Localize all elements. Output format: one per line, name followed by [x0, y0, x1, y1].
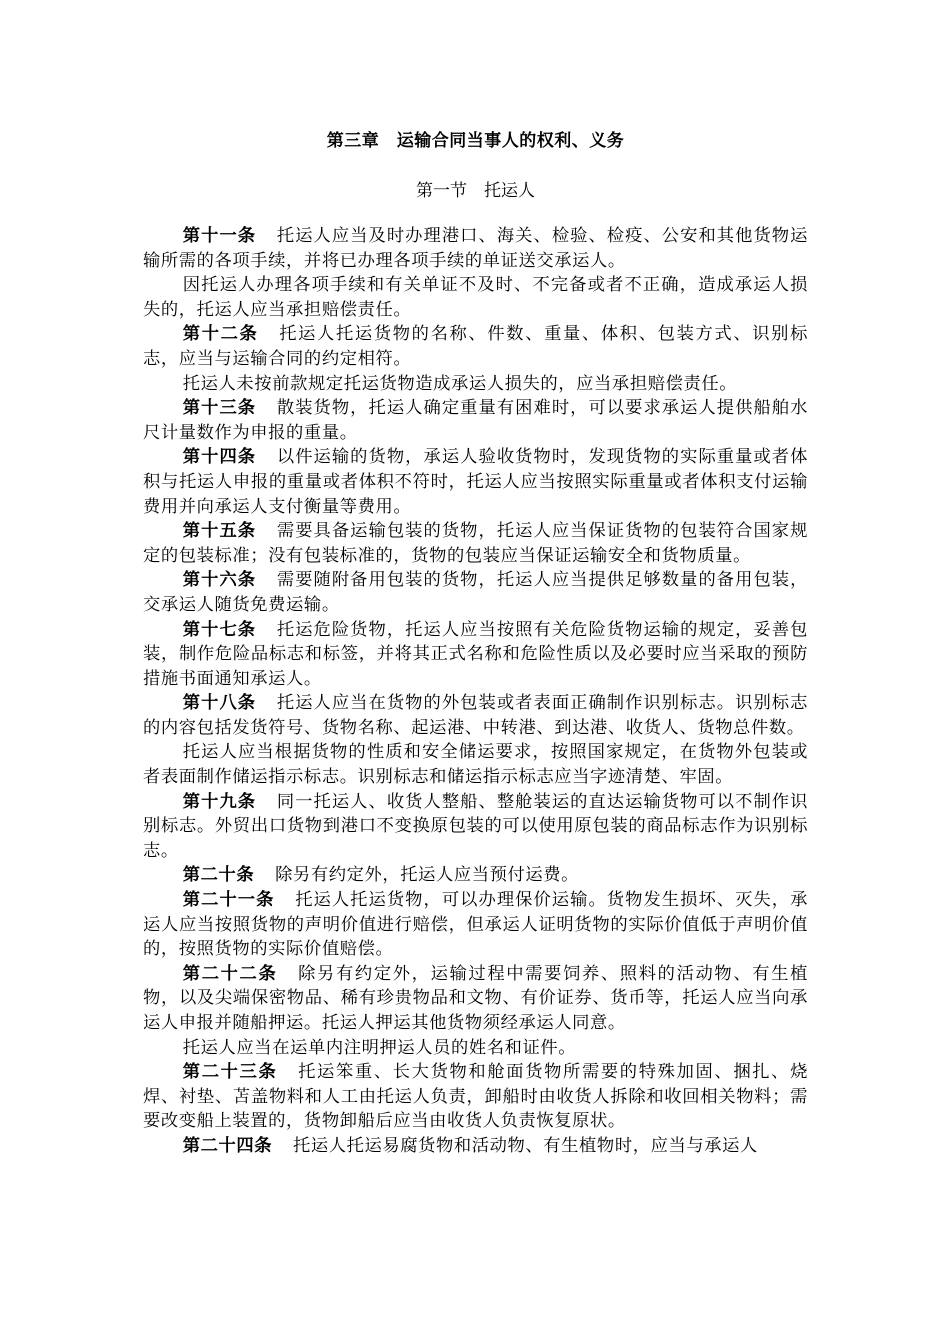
article-text: 同一托运人、收货人整船、整舱装运的直达运输货物可以不制作识别标志。外贸出口货物到港口不变换原包装的可以使用原包装的商品标志作为识别标志。 — [143, 791, 808, 861]
article-number: 第二十条 — [182, 865, 255, 886]
article-number: 第十九条 — [182, 791, 257, 812]
article-number: 第十六条 — [182, 570, 257, 591]
article-text: 托运人应当在货物的外包装或者表面正确制作识别标志。识别标志的内容包括发货符号、货物名称、起运港、中转港、到达港、收货人、货物总件数。 — [143, 693, 808, 738]
article-number: 第二十一条 — [182, 890, 275, 911]
article-paragraph — [143, 618, 808, 692]
article-number: 第二十三条 — [182, 1062, 278, 1083]
article-number: 第十八条 — [182, 693, 257, 714]
article-text: 散装货物，托运人确定重量有困难时，可以要求承运人提供船舶水尺计量数作为申报的重量。 — [143, 398, 808, 443]
article-paragraph — [143, 372, 808, 397]
article-number: 第十五条 — [182, 521, 257, 542]
article-text: 托运人应当根据货物的性质和安全储运要求，按照国家规定，在货物外包装或者表面制作储运指示标志。识别标志和储运指示标志应当字迹清楚、牢固。 — [143, 742, 808, 788]
article-text: 以件运输的货物，承运人验收货物时，发现货物的实际重量或者体积与托运人申报的重量或者体积不符时，托运人应当按照实际重量或者体积支付运输费用并向承运人支付衡量等费用。 — [143, 447, 808, 517]
article-paragraph — [143, 445, 808, 519]
article-paragraph — [143, 962, 808, 1036]
article-text: 托运笨重、长大货物和舱面货物所需要的特殊加固、捆扎、烧焊、衬垫、苫盖物料和人工由托运人负责，卸船时由收货人拆除和收回相关物料；需要改变船上装置的，货物卸船后应当由收货人负责恢复原状。 — [143, 1062, 808, 1132]
article-paragraph — [143, 691, 808, 740]
article-number: 第十二条 — [182, 324, 259, 345]
article-paragraph — [143, 568, 808, 617]
article-text: 需要具备运输包装的货物，托运人应当保证货物的包装符合国家规定的包装标准；没有包装标准的，货物的包装应当保证运输安全和货物质量。 — [143, 521, 808, 566]
article-paragraph — [143, 863, 808, 888]
article-text: 托运人应当及时办理港口、海关、检验、检疫、公安和其他货物运输所需的各项手续，并将已办理各项手续的单证送交承运人。 — [143, 226, 808, 271]
article-number: 第十四条 — [182, 447, 257, 468]
article-paragraph — [143, 224, 808, 273]
section-title: 第一节 托运人 — [416, 181, 535, 201]
article-number: 第十一条 — [182, 226, 257, 246]
article-number: 第十三条 — [182, 398, 257, 419]
article-paragraph — [143, 740, 808, 789]
document-body — [143, 224, 808, 1159]
article-paragraph — [143, 790, 808, 864]
chapter-title: 第三章 运输合同当事人的权利、义务 — [326, 131, 625, 151]
article-number: 第十七条 — [182, 619, 257, 640]
article-text: 除另有约定外，托运人应当预付运费。 — [275, 865, 580, 886]
article-text: 托运人托运易腐货物和活动物、有生植物时，应当与承运人 — [292, 1135, 758, 1156]
article-text: 托运危险货物，托运人应当按照有关危险货物运输的规定，妥善包装，制作危险品标志和标签，并将其正式名称和危险性质以及必要时应当采取的预防措施书面通知承运人。 — [143, 619, 808, 689]
article-text: 需要随附备用包装的货物，托运人应当提供足够数量的备用包装，交承运人随货免费运输。 — [143, 570, 808, 615]
article-text: 因托运人办理各项手续和有关单证不及时、不完备或者不正确，造成承运人损失的，托运人应当承担赔偿责任。 — [143, 275, 808, 320]
article-text: 托运人应当在运单内注明押运人员的姓名和证件。 — [182, 1037, 577, 1058]
article-text: 托运人托运货物，可以办理保价运输。货物发生损坏、灭失，承运人应当按照货物的声明价值进行赔偿，但承运人证明货物的实际价值低于声明价值的，按照货物的实际价值赔偿。 — [143, 890, 808, 960]
article-paragraph — [143, 519, 808, 568]
article-paragraph — [143, 322, 808, 371]
article-paragraph — [143, 1036, 808, 1061]
article-paragraph — [143, 1060, 808, 1134]
article-paragraph — [143, 396, 808, 445]
article-number: 第二十二条 — [182, 963, 278, 984]
article-text: 托运人未按前款规定托运货物造成承运人损失的，应当承担赔偿责任。 — [182, 373, 738, 394]
article-number: 第二十四条 — [182, 1135, 273, 1156]
article-text: 除另有约定外，运输过程中需要饲养、照料的活动物、有生植物，以及尖端保密物品、稀有珍贵物品和文物、有价证券、货币等，托运人应当向承运人申报并随船押运。托运人押运其他货物须经承运人同意。 — [143, 963, 808, 1033]
article-paragraph — [143, 1134, 808, 1159]
article-paragraph — [143, 888, 808, 962]
article-text: 托运人托运货物的名称、件数、重量、体积、包装方式、识别标志，应当与运输合同的约定相符。 — [143, 324, 808, 369]
article-paragraph — [143, 273, 808, 322]
